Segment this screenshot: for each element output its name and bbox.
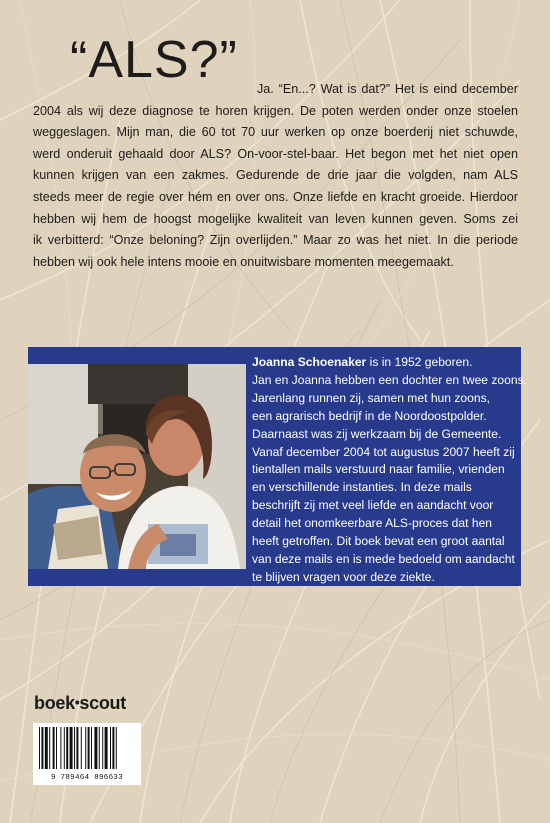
author-photo [28, 364, 246, 569]
paragraph-line: werd onderuit gehaald door ALS? On-voor-stel-baar. Het begon met het niet open [33, 146, 518, 161]
bio-line: tientallen mails verstuurd naar familie, vrienden [252, 462, 505, 477]
paragraph-line: ik verbitterd: “Onze beloning? Zijn overlijden.” Maar zo was het niet. In die periode [33, 233, 518, 248]
bio-line [252, 354, 516, 372]
bio-line: een agrarisch bedrijf in de Noordoostpolder. [252, 408, 487, 423]
paragraph-line: kunnen krijgen van een zakmes. Gedurende de drie jaar die volgden, nam ALS [33, 168, 518, 183]
paragraph-line: hebben wij ook hele intens mooie en onuitwisbare momenten meegemaakt. [33, 254, 454, 269]
cover-title: “ALS?” [70, 31, 238, 89]
publisher-logo-left: boek [34, 693, 75, 713]
bio-line: Jarenlang runnen zij, samen met hun zoons, [252, 390, 490, 405]
paragraph-line: Ja. “En...? Wat is dat?” Het is eind december [257, 82, 518, 96]
bio-line: detail het onomkeerbare ALS-proces dat hen [252, 516, 493, 531]
author-bio [252, 354, 528, 587]
isbn-barcode [33, 723, 141, 785]
paragraph-line: steeds meer de regie over hém en over ons. Onze liefde en kracht groeide. Hierdoor [33, 189, 518, 204]
barcode-number: 9 789464 896633 [50, 774, 123, 782]
bio-line: en verschillende instanties. In deze mails [252, 480, 472, 495]
barcode-bars [33, 723, 141, 773]
publisher-logo [34, 693, 126, 714]
bio-line: beschrijft zij met veel liefde en aandacht voor [252, 498, 494, 513]
bio-line: te blijven vragen voor deze ziekte. [252, 569, 435, 584]
publisher-logo-dot: • [74, 694, 80, 710]
bio-line: Daarnaast was zij werkzaam bij de Gemeente. [252, 426, 502, 441]
bio-first-line-rest: is in 1952 geboren. [366, 355, 473, 369]
bio-line: Vanaf december 2004 tot augustus 2007 heeft zij [252, 444, 515, 459]
author-panel [28, 347, 528, 586]
paragraph-line: hebben wij hem de hoogst mogelijke kwaliteit van leven kunnen geven. Soms zei [33, 211, 518, 226]
publisher-logo-right: scout [79, 693, 126, 713]
paragraph-line: 2004 als wij deze diagnose te horen krijgen. De poten werden onder onze stoelen [33, 103, 518, 118]
bio-line: van deze mails en is mede bedoeld om aandacht [252, 551, 515, 566]
author-name: Joanna Schoenaker [252, 355, 367, 369]
back-cover-paragraph [33, 79, 518, 273]
bio-line: Jan en Joanna hebben een dochter en twee zoons. [252, 372, 528, 387]
bio-line: heeft getroffen. Dit boek bevat een groot aantal [252, 534, 505, 549]
paragraph-line: weggeslagen. Mijn man, die 60 tot 70 uur werken op onze boerderij niet schuwde, [33, 125, 518, 140]
